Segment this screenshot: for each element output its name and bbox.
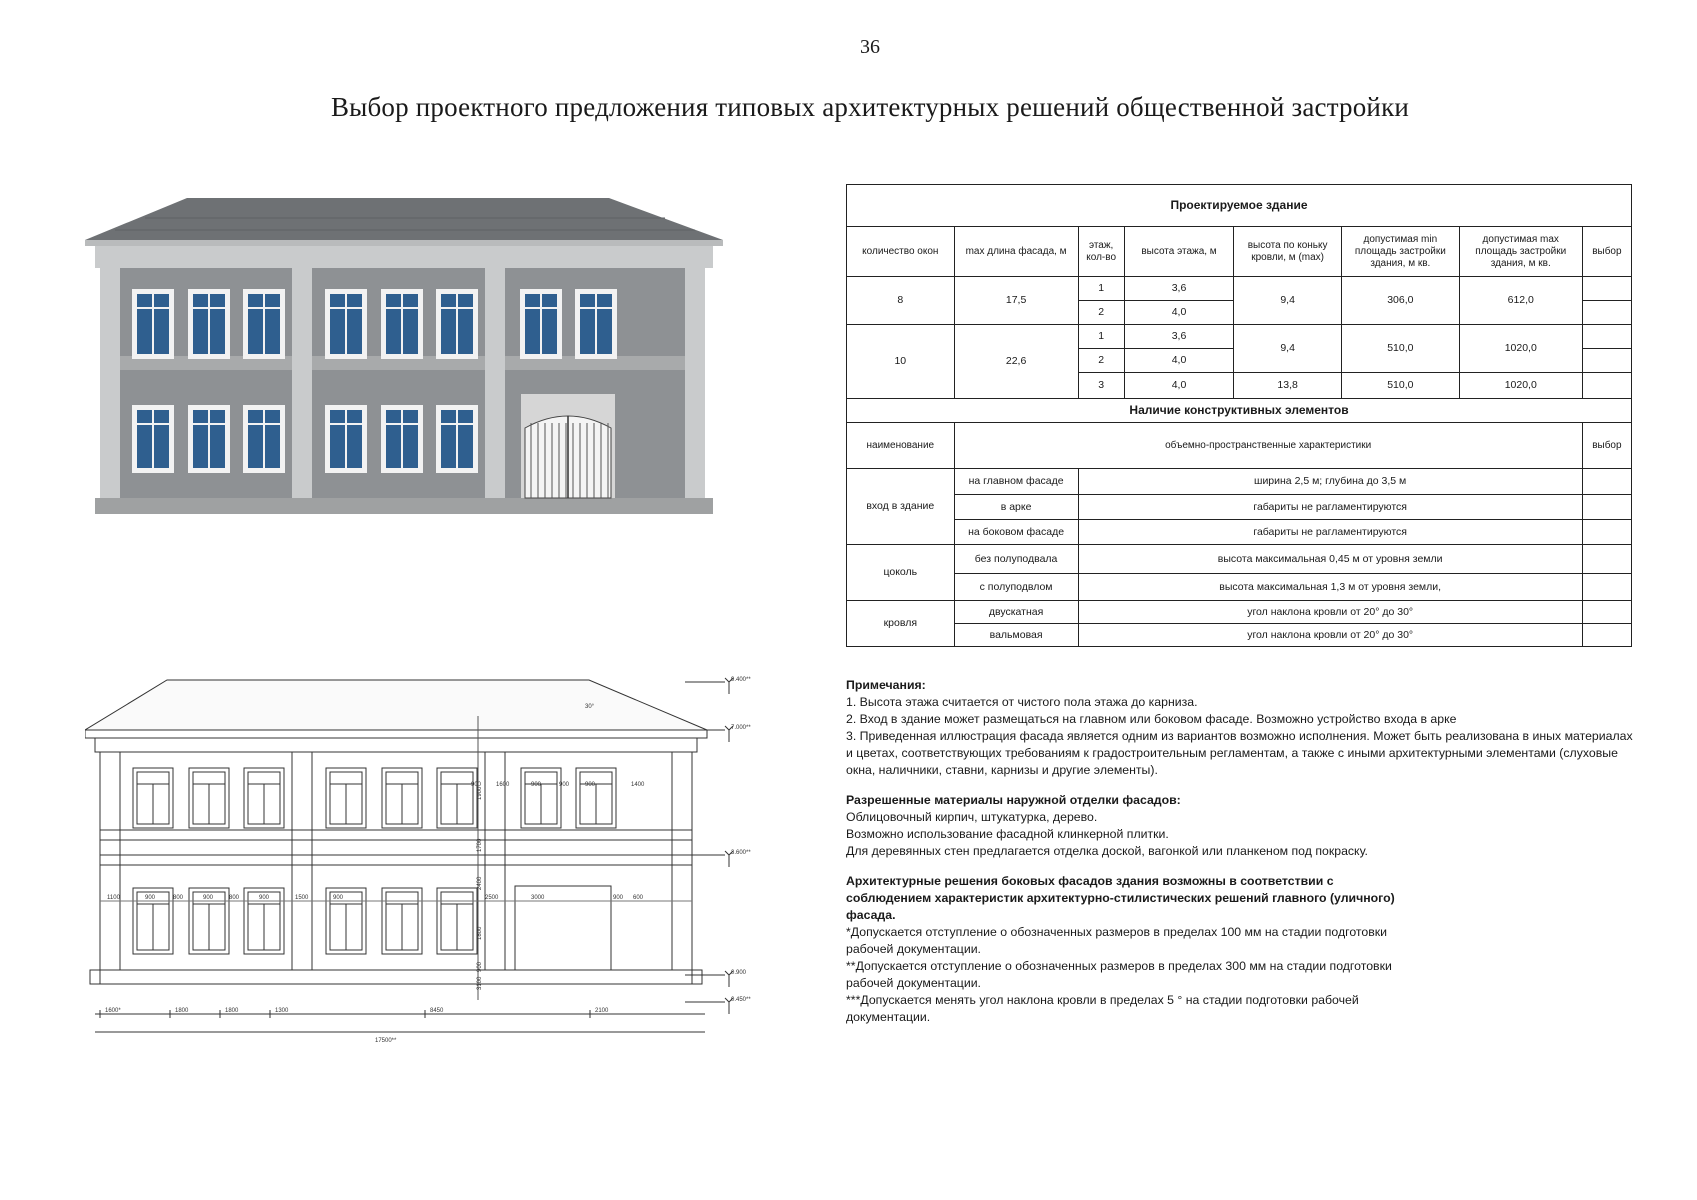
total-dimension: 17500**: [375, 1038, 397, 1044]
dimension-label: 900: [531, 782, 542, 788]
drawing-window: [244, 768, 284, 828]
drawing-cornice: [95, 738, 697, 752]
facade-rendering: [85, 198, 735, 528]
roof-gable-value: угол наклона кровли от 20° до 30°: [1078, 601, 1582, 624]
dimension-label: 2400: [477, 876, 483, 890]
entrance-side: на боковом фасаде: [954, 520, 1078, 545]
cell-max-area: 612,0: [1459, 277, 1582, 325]
drawing-window: [189, 768, 229, 828]
material-item: Облицовочный кирпич, штукатурка, дерево.: [846, 810, 1098, 824]
dimension-label: 1700: [477, 838, 483, 852]
side-item: **Допускается отступление о обозначенных размеров в пределах 300 мм на стадии подготовки рабочей документации.: [846, 959, 1392, 990]
svg-text:9.400**: 9.400**: [731, 677, 751, 683]
cell-ridge: 9,4: [1234, 277, 1342, 325]
drawing-roof: [85, 680, 707, 730]
svg-text:1600*: 1600*: [105, 1008, 121, 1014]
cell-max-area: 1020,0: [1459, 325, 1582, 373]
pilaster: [292, 268, 312, 498]
header-ridge-height: высота по коньку кровли, м (max): [1234, 227, 1342, 277]
material-item: Для деревянных стен предлагается отделка доской, вагонкой или планкеном под покраску.: [846, 844, 1368, 858]
pilaster: [685, 268, 705, 498]
dimension-label: 1400: [631, 782, 645, 788]
cell-min-area: 510,0: [1341, 325, 1459, 373]
choice-cell[interactable]: [1582, 325, 1631, 349]
choice-cell[interactable]: [1582, 624, 1631, 647]
window: [325, 405, 367, 473]
dimension-label: [270, 1008, 289, 1018]
window: [132, 289, 174, 359]
dimension-label: 1600: [496, 782, 510, 788]
svg-text:3.600**: 3.600**: [731, 850, 751, 856]
window: [381, 405, 423, 473]
header-min-area: допустимая min площадь застройки здания, м кв.: [1341, 227, 1459, 277]
plinth-no-basement: без полуподвала: [954, 545, 1078, 574]
dimension-label: 900: [471, 782, 482, 788]
dimension-label: 30°: [585, 704, 595, 710]
eaves: [85, 240, 723, 246]
svg-text:2100: 2100: [595, 1008, 609, 1014]
dimension-label: 3000: [531, 895, 545, 901]
level-mark: [685, 677, 751, 694]
cell-length-10: 22,6: [954, 325, 1078, 399]
cell-ridge: 9,4: [1234, 325, 1342, 373]
table-caption: Проектируемое здание: [847, 185, 1632, 227]
svg-text:0.450**: 0.450**: [731, 997, 751, 1003]
choice-cell[interactable]: [1582, 469, 1631, 495]
notes: [846, 677, 1636, 1039]
entrance-arch: в арке: [954, 495, 1078, 520]
dimension-label: 1800: [477, 926, 483, 940]
cell-height: 4,0: [1124, 301, 1234, 325]
facade-rendering-svg: [85, 198, 735, 528]
side-facades-head: Архитектурные решения боковых фасадов здания возможны в соответствии с соблюдением характеристик архитектурно-стилистических решений главного (уличного) фасада.: [846, 874, 1395, 922]
drawing-plinth: [90, 970, 702, 984]
choice-cell[interactable]: [1582, 520, 1631, 545]
header-floors: этаж, кол-во: [1078, 227, 1124, 277]
dimension-label: 1900: [477, 786, 483, 800]
cell-length-8: 17,5: [954, 277, 1078, 325]
header-floor-height: высота этажа, м: [1124, 227, 1234, 277]
svg-text:8450: 8450: [430, 1008, 444, 1014]
dimension-label: [100, 1008, 121, 1018]
elements-caption: Наличие конструктивных элементов: [847, 399, 1632, 423]
drawing-window: [326, 888, 366, 954]
roof-label: кровля: [847, 601, 955, 647]
arch-gate: [521, 394, 615, 498]
plinth-basement: с полуподвлом: [954, 574, 1078, 601]
choice-cell[interactable]: [1582, 349, 1631, 373]
roof-hip-value: угол наклона кровли от 20° до 30°: [1078, 624, 1582, 647]
dimension-label: 900: [259, 895, 270, 901]
dimension-label: 900: [585, 782, 596, 788]
window: [436, 405, 478, 473]
entrance-arch-value: габариты не рагламентируются: [1078, 495, 1582, 520]
cell-floor: 1: [1078, 277, 1124, 301]
window: [575, 289, 617, 359]
choice-cell[interactable]: [1582, 601, 1631, 624]
dimension-label: [425, 1008, 444, 1018]
facade-drawing: [85, 660, 785, 1045]
dimension-label: 600: [633, 895, 644, 901]
plinth-basement-value: высота максимальная 1,3 м от уровня земли,: [1078, 574, 1582, 601]
window: [188, 405, 230, 473]
drawing-window: [326, 768, 366, 828]
window: [243, 289, 285, 359]
cell-floor: 2: [1078, 349, 1124, 373]
header-name: наименование: [847, 423, 955, 469]
drawing-window: [382, 888, 422, 954]
page-number: 36: [860, 36, 880, 58]
choice-cell[interactable]: [1582, 495, 1631, 520]
drawing-eaves: [85, 730, 707, 738]
header-max-length: max длина фасада, м: [954, 227, 1078, 277]
entrance-side-value: габариты не рагламентируются: [1078, 520, 1582, 545]
header-choice: выбор: [1582, 227, 1631, 277]
dimension-label: [170, 1008, 189, 1018]
header-max-area: допустимая max площадь застройки здания, м кв.: [1459, 227, 1582, 277]
roof-gable: двускатная: [954, 601, 1078, 624]
cell-height: 4,0: [1124, 373, 1234, 399]
note-item: 2. Вход в здание может размещаться на главном или боковом фасаде. Возможно устройство входа в арке: [846, 712, 1457, 726]
dimension-label: 900: [613, 895, 624, 901]
window: [325, 289, 367, 359]
cell-min-area: 306,0: [1341, 277, 1459, 325]
cell-ridge: 13,8: [1234, 373, 1342, 399]
spec-table: [846, 184, 1632, 647]
svg-text:1300: 1300: [275, 1008, 289, 1014]
window: [188, 289, 230, 359]
svg-text:0.900: 0.900: [731, 970, 747, 976]
dimension-label: [220, 1008, 239, 1018]
cell-height: 3,6: [1124, 277, 1234, 301]
dimension-label: 3100: [477, 976, 483, 990]
facade-drawing-svg: [85, 660, 785, 1045]
drawing-window: [437, 768, 477, 828]
cornice: [95, 246, 713, 268]
plinth: [95, 498, 713, 514]
entrance-label: вход в здание: [847, 469, 955, 545]
drawing-arch: [515, 886, 611, 970]
dimension-label: 900: [477, 961, 483, 972]
note-item: 3. Приведенная иллюстрация фасада является одним из вариантов возможно исполнения. Может быть реализована в иных материалах и цветах, соответствующих требованиям к градостроительным регламентам, а также с иными архитектурными элементами (слуховые окна, наличники, ставни, карнизы и другие элементы).: [846, 729, 1633, 777]
choice-cell[interactable]: [1582, 545, 1631, 574]
window: [243, 405, 285, 473]
header-choice: выбор: [1582, 423, 1631, 469]
window: [436, 289, 478, 359]
material-item: Возможно использование фасадной клинкерной плитки.: [846, 827, 1169, 841]
svg-text:7.000**: 7.000**: [731, 725, 751, 731]
level-mark: [685, 850, 751, 867]
page-title: Выбор проектного предложения типовых архитектурных решений общественной застройки: [330, 92, 1410, 122]
note-item: 1. Высота этажа считается от чистого пола этажа до карниза.: [846, 695, 1198, 709]
drawing-window: [437, 888, 477, 954]
level-mark: [685, 997, 751, 1014]
plinth-no-basement-value: высота максимальная 0,45 м от уровня земли: [1078, 545, 1582, 574]
dimension-label: 800: [173, 895, 184, 901]
svg-text:1800: 1800: [175, 1008, 189, 1014]
choice-cell[interactable]: [1582, 277, 1631, 301]
cell-windows-10: 10: [847, 325, 955, 399]
roof: [85, 198, 723, 240]
pilaster: [485, 268, 505, 498]
window: [381, 289, 423, 359]
plinth-label: цоколь: [847, 545, 955, 601]
dimension-label: [590, 1008, 609, 1018]
drawing-window: [382, 768, 422, 828]
entrance-main: на главном фасаде: [954, 469, 1078, 495]
dimension-label: 900: [145, 895, 156, 901]
drawing-window: [133, 768, 173, 828]
window: [520, 289, 562, 359]
dimension-label: 900: [333, 895, 344, 901]
cell-max-area: 1020,0: [1459, 373, 1582, 399]
dimension-label: 800: [229, 895, 240, 901]
materials-head: Разрешенные материалы наружной отделки фасадов:: [846, 793, 1181, 807]
drawing-window: [576, 768, 616, 828]
choice-cell[interactable]: [1582, 373, 1631, 399]
dimension-label: 1500: [295, 895, 309, 901]
drawing-window: [521, 768, 561, 828]
cell-min-area: 510,0: [1341, 373, 1459, 399]
header-characteristics: объемно-пространственные характеристики: [954, 423, 1582, 469]
cell-floor: 1: [1078, 325, 1124, 349]
choice-cell[interactable]: [1582, 301, 1631, 325]
dimension-label: 900: [559, 782, 570, 788]
side-item: *Допускается отступление о обозначенных размеров в пределах 100 мм на стадии подготовки рабочей документации.: [846, 925, 1388, 956]
dimension-label: 2500: [485, 895, 499, 901]
dimension-label: 1100: [107, 895, 120, 901]
window: [132, 405, 174, 473]
roof-hip: вальмовая: [954, 624, 1078, 647]
notes-head: Примечания:: [846, 678, 926, 692]
entrance-main-value: ширина 2,5 м; глубина до 3,5 м: [1078, 469, 1582, 495]
cell-height: 4,0: [1124, 349, 1234, 373]
pilaster: [100, 268, 120, 498]
cell-floor: 3: [1078, 373, 1124, 399]
cell-windows-8: 8: [847, 277, 955, 325]
dimension-label: 900: [203, 895, 214, 901]
header-windows: количество окон: [847, 227, 955, 277]
side-item: ***Допускается менять угол наклона кровли в пределах 5 ° на стадии подготовки рабочей документации.: [846, 993, 1359, 1024]
choice-cell[interactable]: [1582, 574, 1631, 601]
cell-height: 3,6: [1124, 325, 1234, 349]
cell-floor: 2: [1078, 301, 1124, 325]
svg-text:1800: 1800: [225, 1008, 239, 1014]
